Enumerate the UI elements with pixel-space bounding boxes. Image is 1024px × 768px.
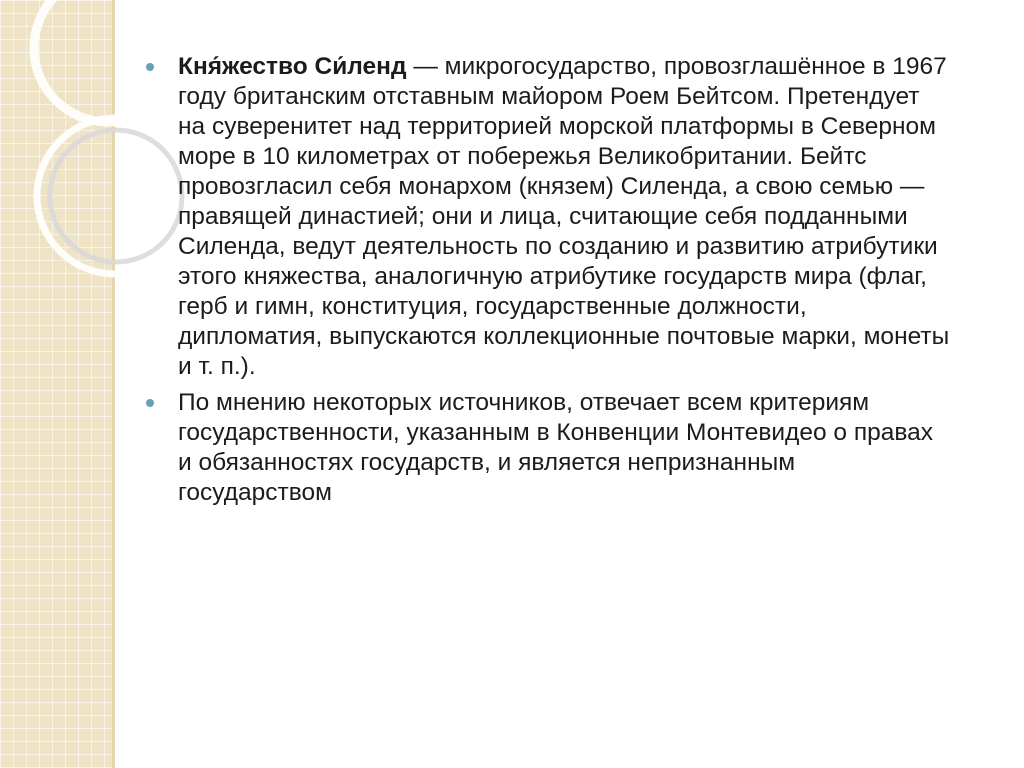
slide-content [143, 52, 953, 514]
bullet-item-sealand-definition [143, 52, 953, 382]
bullet-text: По мнению некоторых источников, отвечает всем критериям государственности, указанным в Конвенции Монтевидео о правах и обязанностях государств, и является непризнанным государством [178, 389, 933, 506]
bullet-dot-icon [146, 399, 154, 407]
bullet-term: Кня́жество Си́ленд [178, 53, 407, 80]
bullet-item-statehood-criteria [143, 388, 953, 508]
bullet-list [143, 52, 953, 508]
bullet-dot-icon [146, 63, 154, 71]
bullet-text: — микрогосударство, провозглашённое в 1967 году британским отставным майором Роем Бейтсом. Претендует на суверенитет над территорией морской платформы в Северном море в 10 километрах от побережья Великобритании. Бейтс провозгласил себя монархом (князем) Силенда, а свою семью — правящей династией; они и лица, считающие себя подданными Силенда, ведут деятельность по созданию и развитию атрибутики этого княжества, аналогичную атрибутике государств мира (флаг, герб и гимн, конституция, государственные должности, дипломатия, выпускаются коллекционные почтовые марки, монеты и т. п.). [178, 53, 950, 380]
